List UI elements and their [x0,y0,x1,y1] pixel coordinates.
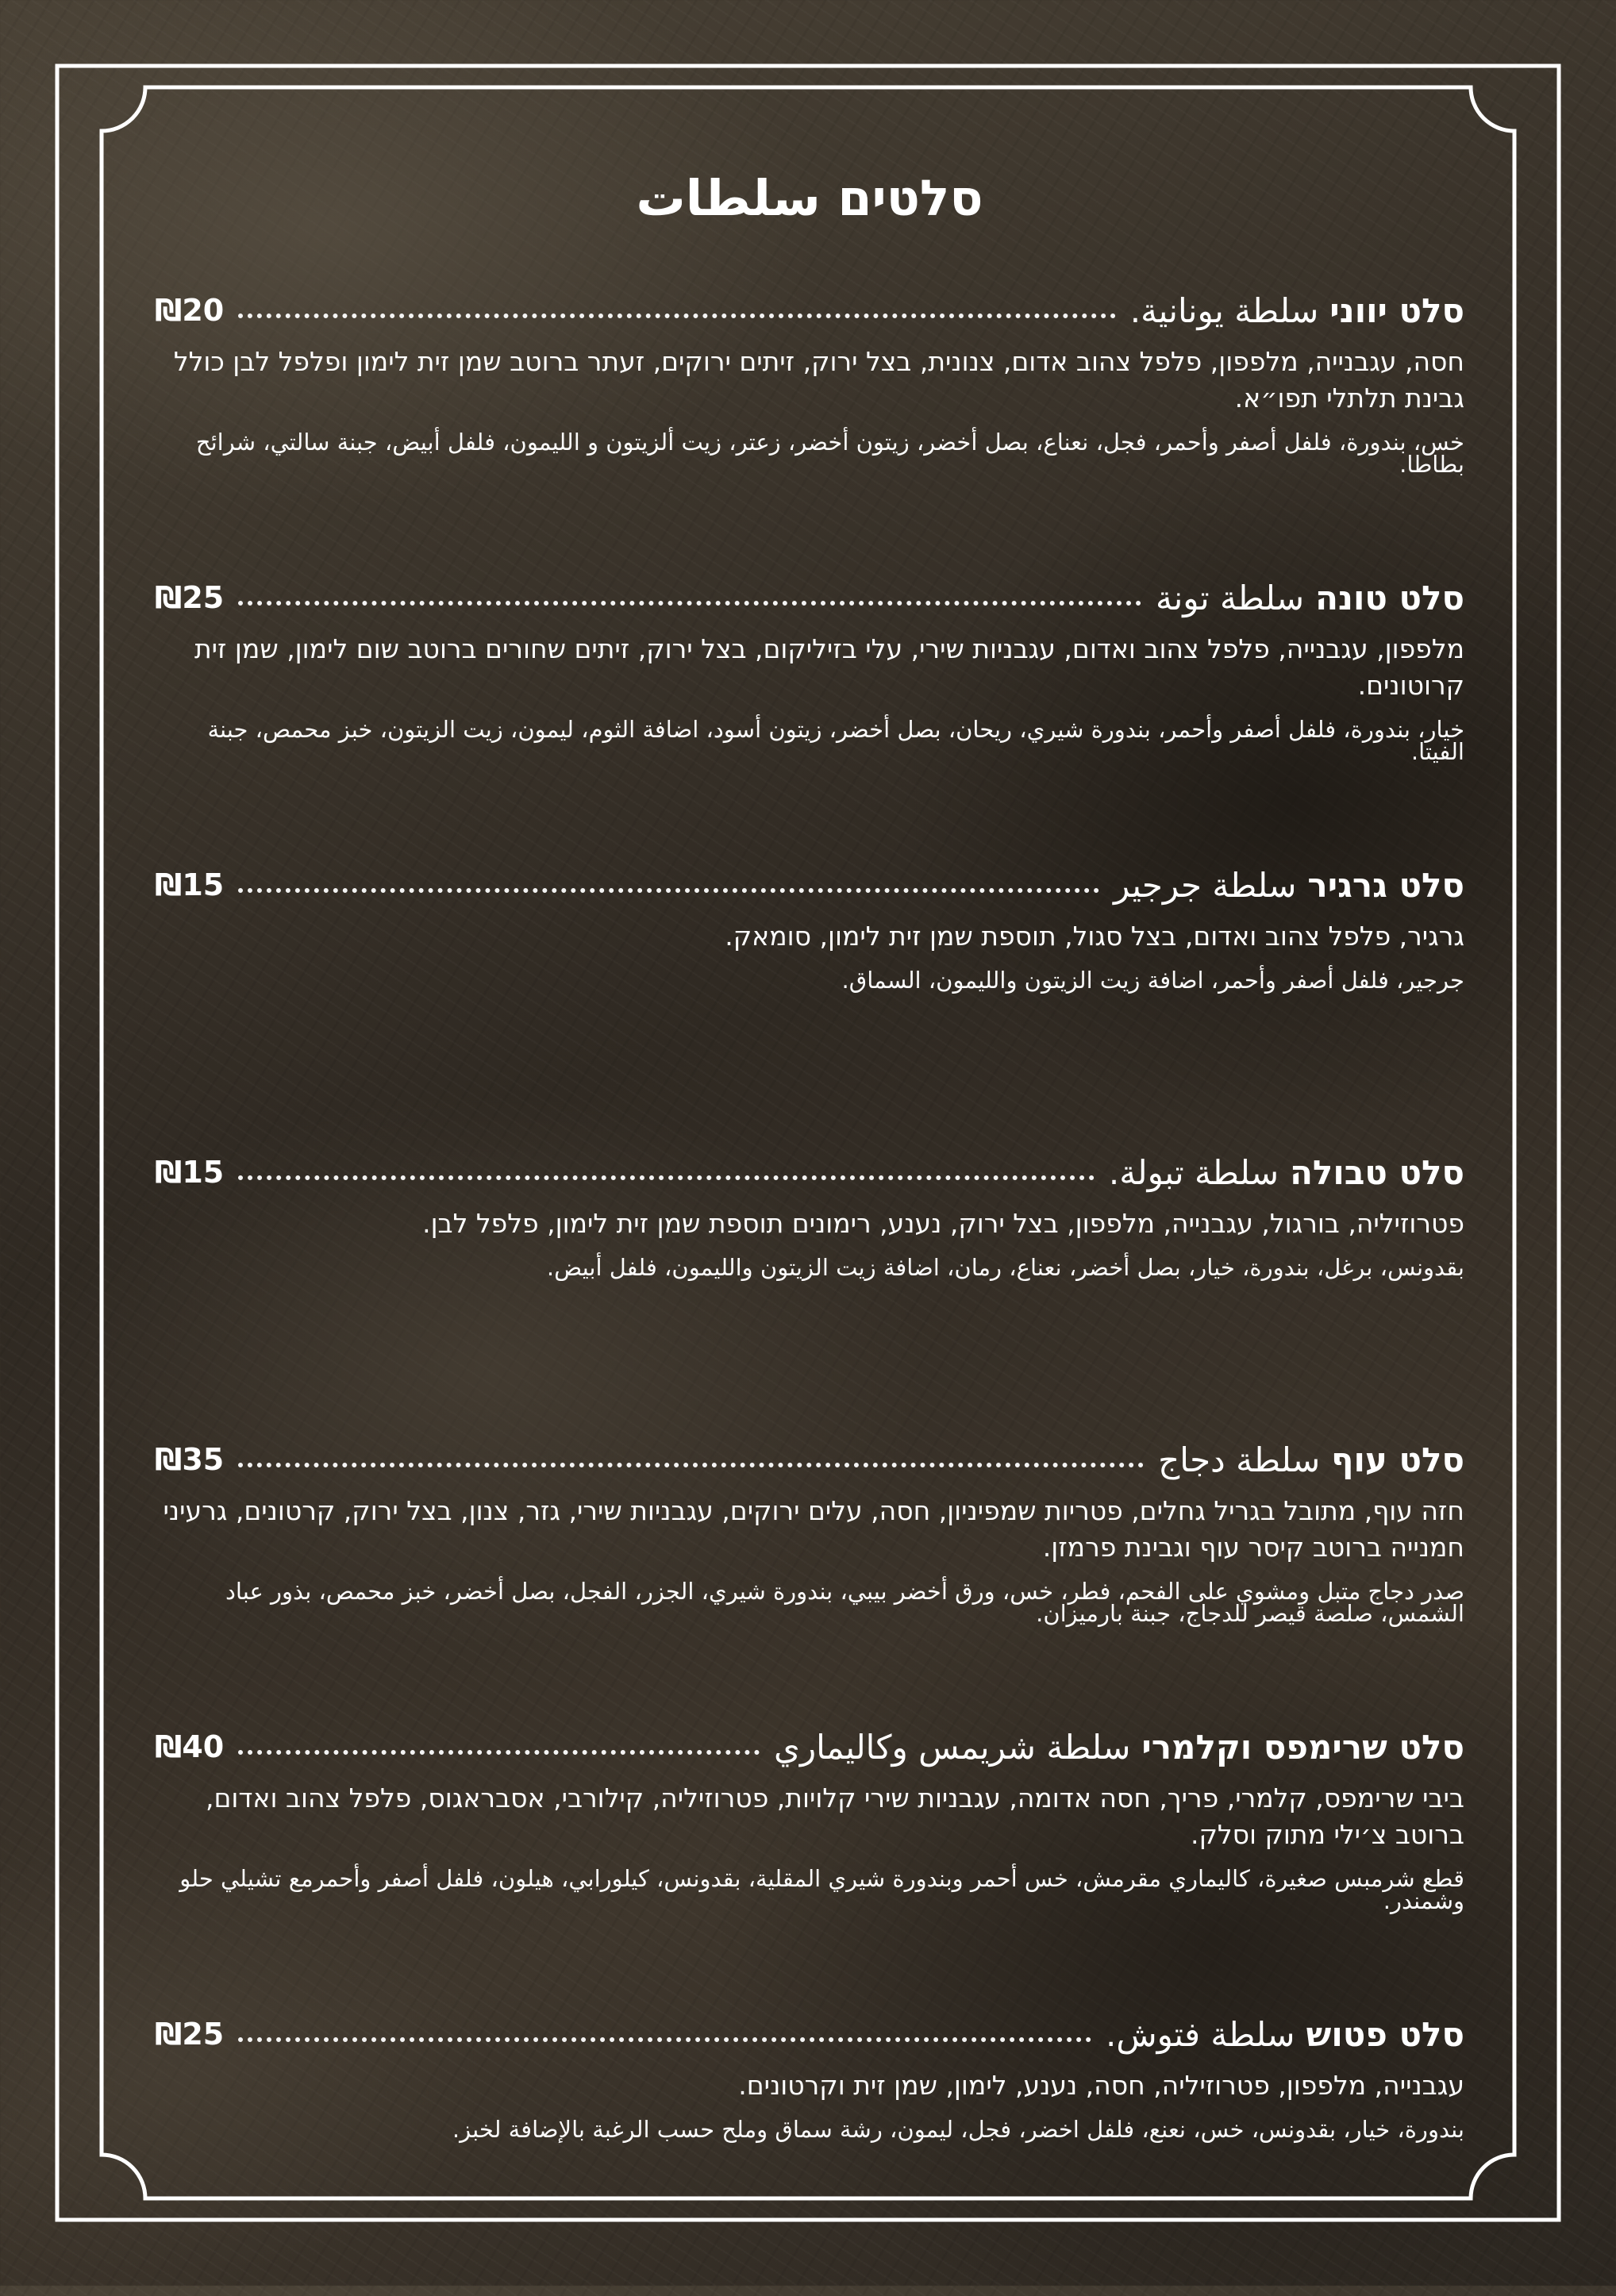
item-price: ₪35 [155,1442,225,1477]
item-name-hebrew: סלט יווני [1329,290,1464,330]
item-description-arabic: خس، بندورة، فلفل أصفر وأحمر، فجل، نعناع، بصل أخضر، زيتون أخضر، زعتر، زيت ألزيتون و الليمون، فلفل أبيض، جبنة سالتي، شرائح بطاطا. [195,429,1464,478]
item-header [155,285,1464,336]
dot-leader [238,1175,1095,1180]
item-name-hebrew: סלט טונה [1315,578,1464,617]
item-price: ₪25 [155,580,225,615]
menu-content [155,163,1464,2296]
item-name-arabic: سلطة يونانية. [1129,290,1319,330]
menu-item-arugula-salad [155,860,1464,1147]
item-description-hebrew: חזה עוף, מתובל בגריל גחלים, פטריות שמפיניון, חסה, עלים ירוקים, עגבניות שירי, גזר, צנון, בצל ירוק, קרטונים, גרעיני חמנייה ברוטב קיסר עוף וגבינת פרמזן. [163,1495,1464,1563]
menu-item-tabbouleh-salad [155,1147,1464,1434]
item-name-hebrew: סלט פטוש [1306,2014,1464,2054]
item-description-arabic: بقدونس، برغل، بندورة، خيار، بصل أخضر، نعناع، رمان، اضافة زيت الزيتون والليمون، فلفل أبيض. [546,1254,1464,1281]
item-name-arabic: سلطة شريمس وكاليماري [773,1727,1131,1767]
item-price: ₪15 [155,1155,225,1190]
item-price: ₪40 [155,1729,225,1764]
dot-leader [238,601,1141,606]
item-name-hebrew: סלט שרימפס וקלמרי [1141,1727,1464,1767]
dot-leader [238,313,1116,318]
item-description-arabic: بندورة، خيار، بقدونس، خس، نعنع، فلفل اخضر، فجل، ليمون، رشة سماق وملح حسب الرغبة بالإضافة لخبز. [452,2116,1464,2143]
item-header [155,572,1464,623]
item-header [155,860,1464,910]
menu-item-tuna-salad [155,572,1464,860]
item-name-arabic: سلطة تبولة. [1108,1152,1279,1192]
item-description-hebrew: מלפפון, עגבנייה, פלפל צהוב ואדום, עגבניות שירי, עלי בזיליקום, בצל ירוק, זיתים שחורים ברוטב שום לימון, שמן זית קרוטונים. [194,633,1464,701]
menu-item-fattoush-salad [155,2009,1464,2296]
item-description-arabic: قطع شرمبس صغيرة، كاليماري مقرمش، خس أحمر وبندورة شيري المقلية، بقدونس، كيلورابي، هيلون، فلفل أصفر وأحمرمع تشيلي حلو وشمندر. [179,1865,1464,1914]
item-description-hebrew: חסה, עגבנייה, מלפפון, פלפל צהוב אדום, צנונית, בצל ירוק, זיתים ירוקים, זעתר ברוטב שמן זית לימון ופלפל לבן כולל גבינת תלתלי תפו״א. [173,346,1464,413]
item-header [155,1721,1464,1772]
item-name-arabic: سلطة فتوش. [1105,2014,1295,2054]
dot-leader [238,2037,1091,2042]
item-description-hebrew: גרגיר, פלפל צהוב ואדום, בצל סגול, תוספת שמן זית לימון, סומאק. [725,921,1464,952]
item-name-arabic: سلطة جرجير [1114,865,1297,905]
item-description-hebrew: ביבי שרימפס, קלמרי, פריך, חסה אדומה, עגבניות שירי קלויות, פטרוזיליה, קילורבי, אסבראגוס, פלפל צהוב ואדום, ברוטב צ׳ילי מתוק וסלק. [206,1783,1464,1850]
menu-item-chicken-salad [155,1434,1464,1721]
dot-leader [238,888,1099,893]
item-description-arabic: خيار، بندورة، فلفل أصفر وأحمر، بندورة شيري، ريحان، بصل أخضر، زيتون أسود، اضافة الثوم، ليمون، زيت الزيتون، خبز محمص، جبنة الفيتا. [207,716,1464,765]
dot-leader [238,1463,1144,1467]
item-header [155,2009,1464,2059]
item-name-hebrew: סלט טבולה [1290,1152,1464,1192]
menu-item-greek-salad [155,285,1464,572]
item-header [155,1434,1464,1485]
item-description-hebrew: פטרוזיליה, בורגול, עגבנייה, מלפפון, בצל ירוק, נענע, רימונים תוספת שמן זית לימון, פלפל לבן. [422,1208,1464,1239]
menu-title: סלטים سلطات [636,169,983,227]
item-name-arabic: سلطة دجاج [1158,1440,1321,1479]
dot-leader [238,1750,760,1755]
item-price: ₪15 [155,867,225,902]
menu-item-shrimp-calamari-salad [155,1721,1464,2009]
item-price: ₪25 [155,2017,225,2052]
item-header [155,1147,1464,1198]
item-description-arabic: جرجير، فلفل أصفر وأحمر، اضافة زيت الزيتون والليمون، السماق. [841,967,1464,994]
item-description-hebrew: עגבנייה, מלפפון, פטרוזיליה, חסה, נענע, לימון, שמן זית וקרטונים. [738,2070,1464,2101]
item-name-hebrew: סלט גרגיר [1307,865,1464,905]
item-name-arabic: سلطة تونة [1156,578,1305,617]
item-name-hebrew: סלט עוף [1331,1440,1464,1479]
item-description-arabic: صدر دجاج متبل ومشوي على الفحم، فطر، خس، ورق أخضر بيبي، بندورة شيري، الجزر، الفجل، بصل أخضر، خبز محمص، بذور عباد الشمس، صلصة قيصر للدجاج، جبنة بارميزان. [225,1578,1464,1627]
item-price: ₪20 [155,293,225,328]
